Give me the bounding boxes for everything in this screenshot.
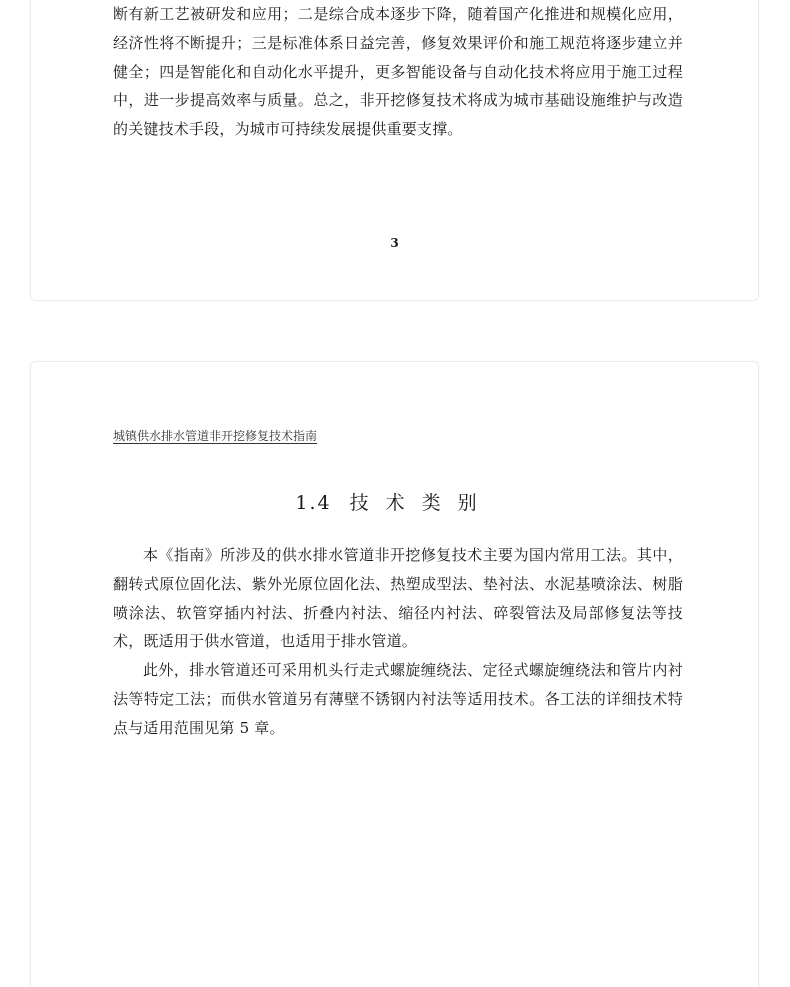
document-page-3: [30, 0, 759, 301]
page-body: [113, 0, 683, 144]
body-paragraph: 本《指南》所涉及的供水排水管道非开挖修复技术主要为国内常用工法。其中，翻转式原位固化法、紫外光原位固化法、热塑成型法、垫衬法、水泥基喷涂法、树脂喷涂法、软管穿插内衬法、折叠内衬法、缩径内衬法、碎裂管法及局部修复法等技术，既适用于供水管道，也适用于排水管道。: [113, 546, 683, 651]
page-number: 3: [390, 236, 399, 250]
section-title: 技术类别: [349, 492, 494, 514]
document-page-4: [30, 361, 759, 987]
body-paragraph: 此外，排水管道还可采用机头行走式螺旋缠绕法、定径式螺旋缠绕法和管片内衬法等特定工法；而供水管道另有薄壁不锈钢内衬法等适用技术。各工法的详细技术特点与适用范围见第 5 章。: [113, 661, 683, 737]
running-header: 城镇供水排水管道非开挖修复技术指南: [113, 429, 318, 443]
section-heading: [31, 488, 758, 515]
section-number: 1.4: [295, 492, 332, 514]
page-body: [113, 541, 683, 743]
body-paragraph: 断有新工艺被研发和应用；二是综合成本逐步下降，随着国产化推进和规模化应用，经济性将不断提升；三是标准体系日益完善，修复效果评价和施工规范将逐步建立并健全；四是智能化和自动化水平提升，更多智能设备与自动化技术将应用于施工过程中，进一步提高效率与质量。总之，非开挖修复技术将成为城市基础设施维护与改造的关键技术手段，为城市可持续发展提供重要支撑。: [113, 5, 683, 139]
